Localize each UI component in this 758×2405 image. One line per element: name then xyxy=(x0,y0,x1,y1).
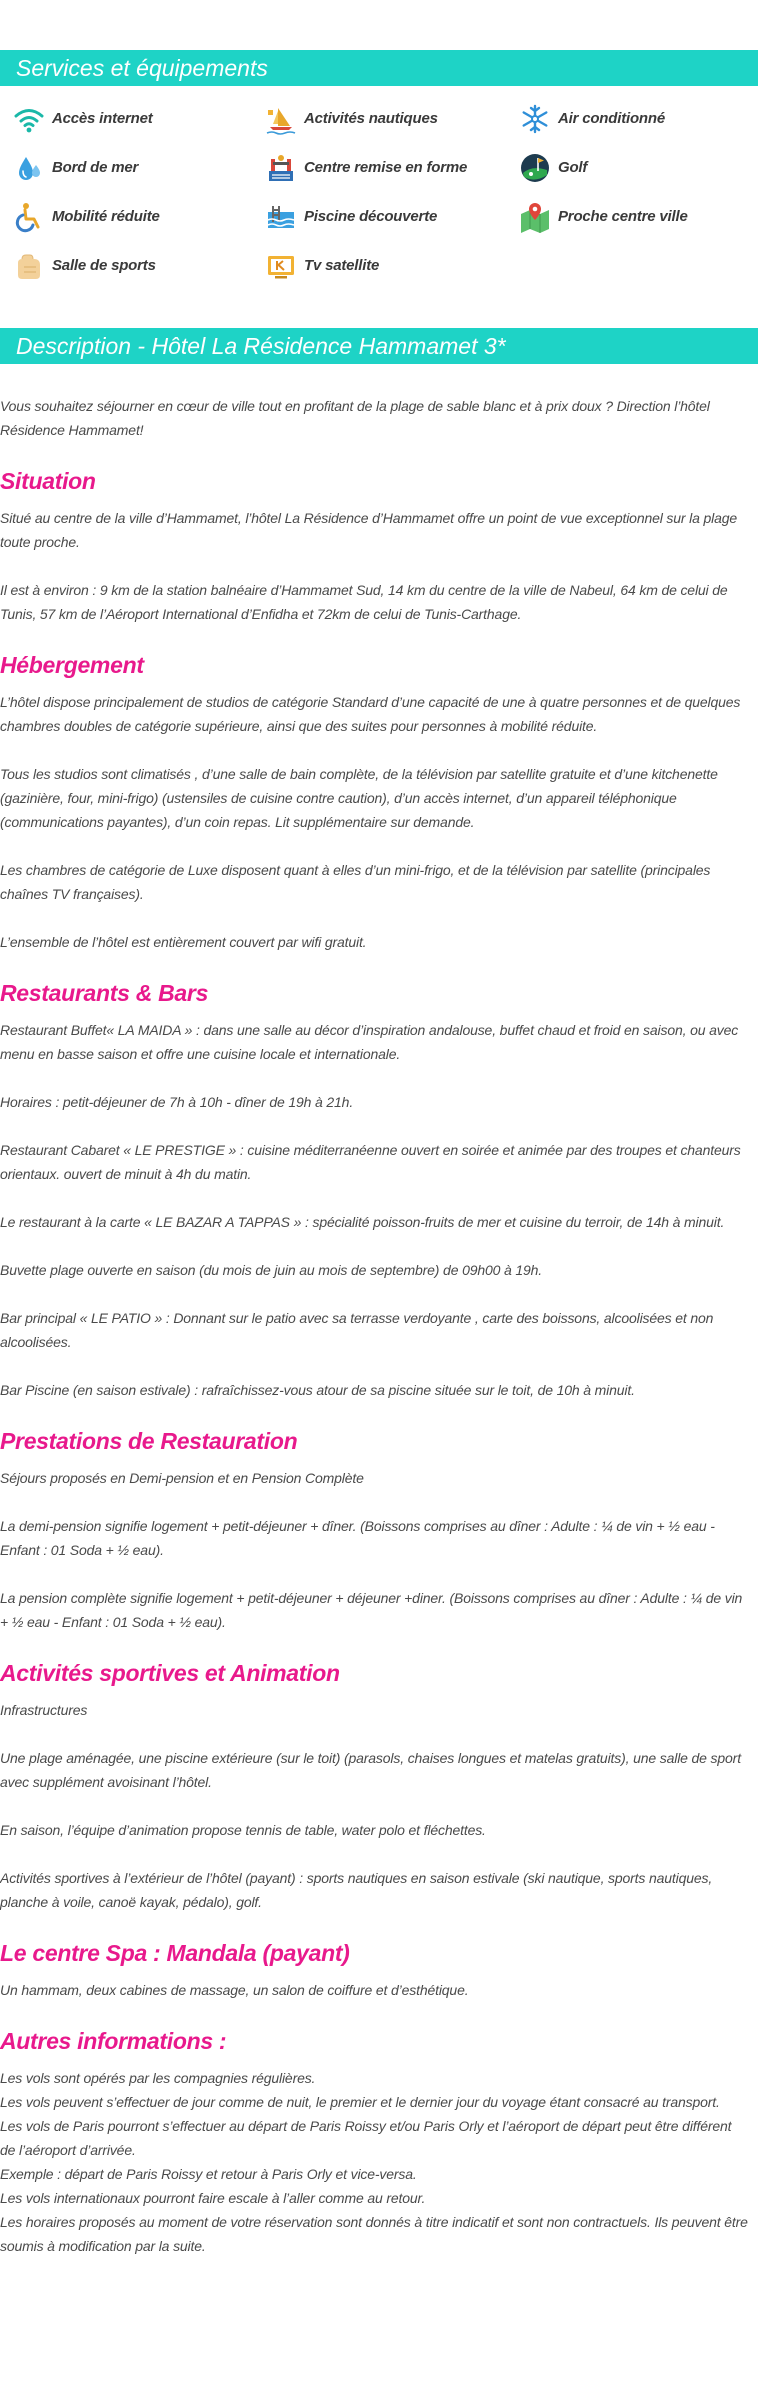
activites-paragraph: Infrastructures xyxy=(0,1702,88,1718)
fitness-icon xyxy=(264,151,298,185)
amenity-nautical xyxy=(264,102,518,135)
activites-paragraph: En saison, l’équipe d’animation propose tennis de table, water polo et fléchettes. xyxy=(0,1822,486,1838)
description-title: Description - Hôtel La Résidence Hammamet 3* xyxy=(16,333,506,359)
autres-line: Les horaires proposés au moment de votre réservation sont donnés à titre indicatif et sont non contractuels. Ils peuvent être soumis à modification par la suite. xyxy=(0,2214,748,2254)
amenity-label: Piscine découverte xyxy=(304,208,438,225)
amenity-label: Activités nautiques xyxy=(304,110,438,127)
spa-heading: Le centre Spa : Mandala (payant) xyxy=(0,1940,350,1966)
prestations-heading: Prestations de Restauration xyxy=(0,1428,298,1454)
boat-icon xyxy=(264,102,298,136)
amenity-label: Proche centre ville xyxy=(558,208,688,225)
prestations-paragraph: La pension complète signifie logement + petit-déjeuner + déjeuner +diner. (Boissons comprises au dîner : Adulte : ¼ de vin + ½ eau - Enfant : 01 Soda + ½ eau). xyxy=(0,1590,743,1630)
services-title: Services et équipements xyxy=(16,55,268,81)
wheelchair-icon xyxy=(12,200,46,234)
hebergement-paragraph: L’hôtel dispose principalement de studios de catégorie Standard d’une capacité de une à quatre personnes et de quelques chambres doubles de catégorie supérieure, ainsi que des suites pour personnes à mobilité réduite. xyxy=(0,694,741,734)
amenity-reduced-mobility xyxy=(12,200,264,233)
autres-line: Les vols internationaux pourront faire escale à l’aller comme au retour. xyxy=(0,2190,426,2206)
restaurants-paragraph: Bar principal « LE PATIO » : Donnant sur le patio avec sa terrasse verdoyante , carte des boissons, alcoolisées et non alcoolisées. xyxy=(0,1310,714,1350)
autres-line: Les vols peuvent s’effectuer de jour comme de nuit, le premier et le dernier jour du voyage étant consacré au transport. xyxy=(0,2094,720,2110)
amenity-label: Salle de sports xyxy=(52,257,156,274)
amenity-label: Mobilité réduite xyxy=(52,208,160,225)
hotel-page xyxy=(0,50,758,2258)
situation-heading: Situation xyxy=(0,468,96,494)
amenity-ac xyxy=(518,102,758,135)
restaurants-paragraph: Buvette plage ouverte en saison (du mois de juin au mois de septembre) de 09h00 à 19h. xyxy=(0,1262,543,1278)
amenity-internet xyxy=(12,102,264,135)
water-drop-icon xyxy=(12,151,46,185)
autres-heading: Autres informations : xyxy=(0,2028,227,2054)
amenity-label: Air conditionné xyxy=(558,110,665,127)
amenity-sports-hall xyxy=(12,249,264,282)
activites-paragraph: Une plage aménagée, une piscine extérieure (sur le toit) (parasols, chaises longues et matelas gratuits), une salle de sport avec supplément avoisinant l’hôtel. xyxy=(0,1750,741,1790)
description-content xyxy=(0,364,758,2258)
restaurants-paragraph: Horaires : petit-déjeuner de 7h à 10h - dîner de 19h à 21h. xyxy=(0,1094,354,1110)
activites-paragraph: Activités sportives à l’extérieur de l’hôtel (payant) : sports nautiques en saison estivale (ski nautique, sports nautiques, planche à voile, canoë kayak, pédalo), golf. xyxy=(0,1870,713,1910)
situation-paragraph: Il est à environ : 9 km de la station balnéaire d’Hammamet Sud, 14 km du centre de la ville de Nabeul, 64 km de celui de Tunis, 57 km de l’Aéroport International d’Enfidha et 72km de celui de Tunis-Carthage. xyxy=(0,582,728,622)
tv-icon xyxy=(264,249,298,283)
restaurants-paragraph: Bar Piscine (en saison estivale) : rafraîchissez-vous atour de sa piscine située sur le toit, de 10h à minuit. xyxy=(0,1382,635,1398)
spa-paragraph: Un hammam, deux cabines de massage, un salon de coiffure et d’esthétique. xyxy=(0,1982,469,1998)
description-title-bar xyxy=(0,328,758,364)
amenities-grid xyxy=(0,86,758,282)
restaurants-paragraph: Restaurant Cabaret « LE PRESTIGE » : cuisine méditerranéenne ouvert en soirée et animée par des troupes et chanteurs orientaux. ouvert de minuit à 4h du matin. xyxy=(0,1142,741,1182)
pool-icon xyxy=(264,200,298,234)
wifi-icon xyxy=(12,102,46,136)
prestations-paragraph: La demi-pension signifie logement + petit-déjeuner + dîner. (Boissons comprises au dîner : Adulte : ¼ de vin + ½ eau - Enfant : 01 Soda + ½ eau). xyxy=(0,1518,715,1558)
amenity-label: Accès internet xyxy=(52,110,153,127)
autres-line: Les vols de Paris pourront s’effectuer au départ de Paris Roissy et/ou Paris Orly et l’aéroport de départ peut être différent de l’aéroport d’arrivée. xyxy=(0,2118,732,2158)
gym-icon xyxy=(12,249,46,283)
restaurants-paragraph: Restaurant Buffet« LA MAIDA » : dans une salle au décor d’inspiration andalouse, buffet chaud et froid en saison, ou avec menu en basse saison et offre une cuisine locale et internationale. xyxy=(0,1022,739,1062)
restaurants-paragraph: Le restaurant à la carte « LE BAZAR A TAPPAS » : spécialité poisson-fruits de mer et cuisine du terroir, de 14h à minuit. xyxy=(0,1214,725,1230)
situation-paragraph: Situé au centre de la ville d’Hammamet, l’hôtel La Résidence d’Hammamet offre un point de vue exceptionnel sur la plage toute proche. xyxy=(0,510,738,550)
snowflake-icon xyxy=(518,102,552,136)
amenity-pool xyxy=(264,200,518,233)
restaurants-heading: Restaurants & Bars xyxy=(0,980,209,1006)
hebergement-paragraph: L’ensemble de l’hôtel est entièrement couvert par wifi gratuit. xyxy=(0,934,367,950)
prestations-paragraph: Séjours proposés en Demi-pension et en Pension Complète xyxy=(0,1470,364,1486)
hebergement-heading: Hébergement xyxy=(0,652,144,678)
amenity-seaside xyxy=(12,151,264,184)
intro-text: Vous souhaitez séjourner en cœur de ville tout en profitant de la plage de sable blanc et à prix doux ? Direction l’hôtel Résidence Hammamet! xyxy=(0,398,710,438)
activites-heading: Activités sportives et Animation xyxy=(0,1660,340,1686)
services-title-bar xyxy=(0,50,758,86)
map-pin-icon xyxy=(518,200,552,234)
amenity-label: Centre remise en forme xyxy=(304,159,468,176)
amenity-city-center xyxy=(518,200,758,233)
autres-line: Exemple : départ de Paris Roissy et retour à Paris Orly et vice-versa. xyxy=(0,2166,417,2182)
amenity-golf xyxy=(518,151,758,184)
hebergement-paragraph: Tous les studios sont climatisés , d’une salle de bain complète, de la télévision par satellite gratuite et d’une kitchenette (gazinière, four, mini-frigo) (ustensiles de cuisine contre caution), d’un accès internet, d’un appareil téléphonique (communications payantes), d’un coin repas. Lit supplémentaire sur demande. xyxy=(0,766,718,830)
amenity-label: Golf xyxy=(558,159,588,176)
amenity-fitness xyxy=(264,151,518,184)
hebergement-paragraph: Les chambres de catégorie de Luxe disposent quant à elles d’un mini-frigo, et de la télévision par satellite (principales chaînes TV françaises). xyxy=(0,862,711,902)
amenity-label: Tv satellite xyxy=(304,257,380,274)
amenity-satellite-tv xyxy=(264,249,518,282)
amenity-label: Bord de mer xyxy=(52,159,139,176)
golf-icon xyxy=(518,151,552,185)
autres-line: Les vols sont opérés par les compagnies régulières. xyxy=(0,2070,316,2086)
